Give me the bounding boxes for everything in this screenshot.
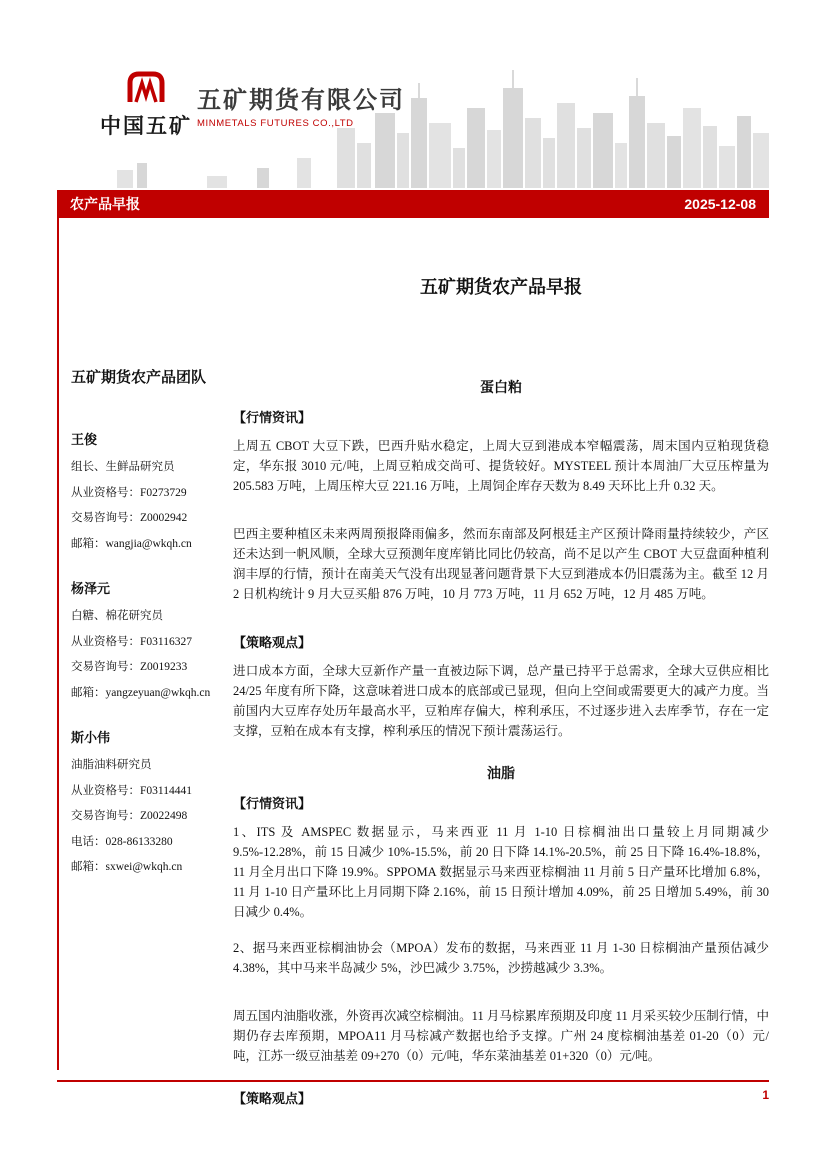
member-email: 邮箱：sxwei@wkqh.cn [71, 861, 183, 874]
paragraph: 1、ITS 及 AMSPEC 数据显示，马来西亚 11 月 1-10 日棕榈油出口量较上月同期减少 9.5%-12.28%，前 15 日减少 10%-15.5%，前 20 日下降 14.1%-20.5%，前 25 日下降 16.4%-18.8%，11 月全月出口下降 19.9%。SPPOMA 数据显示马来西亚棕榈油 11 月前 5 日产量环比增加 6.8%，11 月 1-10 日产量环比上月同期下降 2.16%，前 15 日预计增加 4.09%，前 25 日增加 5.49%，前 30 日减少 0.4%。 [233, 825, 769, 919]
paragraph: 2、据马来西亚棕榈油协会（MPOA）发布的数据，马来西亚 11 月 1-30 日棕榈油产量预估减少 4.38%，其中马来半岛减少 5%，沙巴减少 3.75%，沙捞越减少 3.3%。 [233, 941, 769, 975]
minmetals-logo-icon [123, 68, 169, 106]
member-phone: 电话：028-86133280 [71, 835, 173, 848]
paragraph: 巴西主要种植区未来两周预报降雨偏多，然而东南部及阿根廷主产区预计降雨量持续较少，产区还未达到一帆风顺，全球大豆预测年度库销比同比仍较高，尚不足以产生 CBOT 大豆盘面种植利润丰厚的行情，预计在南美天气没有出现显著问题背景下大豆到港成本仍旧震荡为主。截至 12 月 2 日机构统计 9 月大豆买船 876 万吨，10 月 773 万吨，11 月 652 万吨，12 月 485 万吨。 [233, 527, 769, 601]
paragraph: 进口成本方面，全球大豆新作产量一直被边际下调，总产量已持平于总需求，全球大豆供应相比 24/25 年度有所下降，这意味着进口成本的底部或已显现，但向上空间或需要更大的减产力度。当前国内大豆库存处历年最高水平，豆粕库存偏大，榨利承压，不过逐步进入去库季节，存在一定支撑，豆粕在成本有支撑，榨利承压的情况下预计震荡运行。 [233, 664, 769, 738]
team-member [71, 727, 211, 876]
member-name: 杨泽元 [71, 581, 111, 597]
content-area [59, 218, 769, 1117]
market-info-label: 【行情资讯】 [233, 796, 312, 811]
member-role: 组长、生鲜品研究员 [71, 461, 175, 473]
team-member [71, 578, 211, 701]
member-name: 斯小伟 [71, 730, 111, 746]
section-protein-meal [233, 377, 769, 741]
company-name-block [197, 80, 405, 129]
brand-logo-text: 中国五矿 [100, 115, 192, 138]
strategy-label: 【策略观点】 [233, 635, 312, 650]
member-license-no: 从业资格号：F0273729 [71, 486, 187, 499]
member-license-no: 从业资格号：F03116327 [71, 635, 192, 648]
report-body [217, 218, 769, 1117]
banner-title: 农产品早报 [70, 196, 140, 212]
company-name-en: MINMETALS FUTURES CO.,LTD [197, 118, 354, 129]
member-email: 邮箱：wangjia@wkqh.cn [71, 537, 192, 550]
company-name-cn: 五矿期货有限公司 [197, 87, 405, 114]
member-license-no: 从业资格号：F03114441 [71, 784, 192, 797]
member-advisory-no: 交易咨询号：Z0019233 [71, 661, 188, 674]
section-heading: 蛋白粕 [480, 381, 522, 396]
report-title: 五矿期货农产品早报 [420, 277, 582, 297]
member-email: 邮箱：yangzeyuan@wkqh.cn [71, 686, 211, 699]
market-info-label: 【行情资讯】 [233, 410, 312, 425]
banner-date: 2025-12-08 [684, 196, 756, 212]
report-type-banner [57, 190, 769, 218]
member-role: 白糖、棉花研究员 [71, 610, 163, 623]
team-sidebar [59, 218, 217, 1117]
paragraph: 上周五 CBOT 大豆下跌，巴西升贴水稳定，上周大豆到港成本窄幅震荡，周末国内豆粕现货稳定，华东报 3010 元/吨，上周豆粕成交尚可、提货较好。MYSTEEL 预计本周油厂大豆压榨量为 205.583 万吨，上周压榨大豆 221.16 万吨，上周饲企库存天数为 8.49 天环比上升 0.32 天。 [233, 439, 769, 493]
section-oils [233, 763, 769, 1107]
team-title: 五矿期货农产品团队 [71, 370, 207, 386]
page-number: 1 [762, 1088, 769, 1102]
section-heading: 油脂 [487, 767, 515, 782]
footer-divider [57, 1080, 769, 1082]
paragraph: 周五国内油脂收涨，外资再次减空棕榈油。11 月马棕累库预期及印度 11 月采买较少压制行情，中期仍存去库预期，MPOA11 月马棕减产数据也给予支撑。广州 24 度棕榈油基差 01-20（0）元/吨，江苏一级豆油基差 09+270（0）元/吨，华东菜油基差 01+320（0）元/吨。 [233, 1009, 769, 1063]
member-name: 王俊 [71, 432, 98, 447]
brand-logo-block [98, 68, 194, 140]
member-advisory-no: 交易咨询号：Z0022498 [71, 810, 188, 823]
member-advisory-no: 交易咨询号：Z0002942 [71, 512, 188, 525]
strategy-label: 【策略观点】 [233, 1091, 312, 1106]
member-role: 油脂油料研究员 [71, 759, 152, 772]
team-member [71, 429, 211, 552]
report-header [0, 0, 826, 190]
